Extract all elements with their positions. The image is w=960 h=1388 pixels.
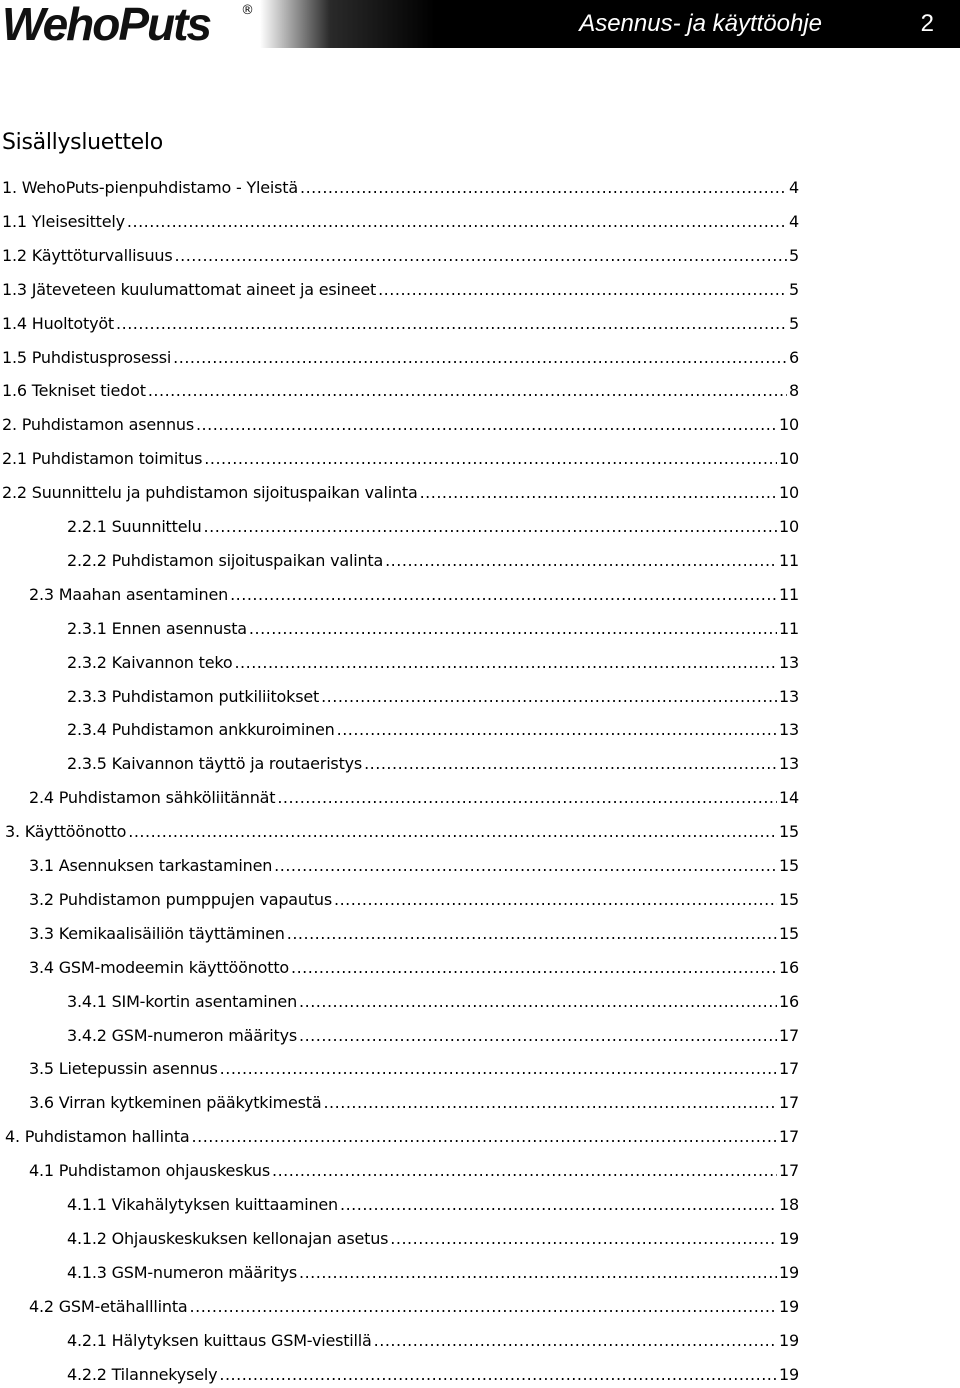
toc-entry-label: 3.4 GSM-modeemin käyttöönotto <box>29 958 289 977</box>
toc-entry <box>29 921 799 947</box>
toc-entry <box>67 751 799 777</box>
toc-entry-label: 1.5 Puhdistusprosessi <box>2 348 172 367</box>
toc-leader-dots <box>272 1158 777 1184</box>
toc-entry-label: 1.6 Tekniset tiedot <box>2 381 146 400</box>
toc-entry <box>67 1192 799 1218</box>
toc-entry-page: 10 <box>779 449 799 468</box>
toc-leader-dots <box>249 616 777 642</box>
toc-leader-dots <box>173 345 787 371</box>
registered-mark: ® <box>241 3 254 18</box>
toc-entry-label: 1.2 Käyttöturvallisuus <box>2 246 173 265</box>
toc-entry-page: 18 <box>779 1195 799 1214</box>
toc-entry-label: 4.2.2 Tilannekysely <box>67 1365 218 1384</box>
toc-entry-label: 3. Käyttöönotto <box>5 822 127 841</box>
toc-entry-label: 4.1.3 GSM-numeron määritys <box>67 1263 297 1282</box>
toc-leader-dots <box>190 1294 777 1320</box>
toc-entry <box>29 582 799 608</box>
toc-entry-page: 13 <box>779 687 799 706</box>
toc-leader-dots <box>204 446 777 472</box>
toc-entry-page: 5 <box>789 280 799 299</box>
toc-entry <box>67 1260 799 1286</box>
toc-entry-label: 4.2 GSM-etähalllinta <box>29 1297 188 1316</box>
toc-entry-label: 3.1 Asennuksen tarkastaminen <box>29 856 273 875</box>
toc-entry <box>29 1056 799 1082</box>
toc-leader-dots <box>291 955 777 981</box>
toc-entry-label: 2.2.1 Suunnittelu <box>67 517 202 536</box>
toc-entry-label: 2.3 Maahan asentaminen <box>29 585 229 604</box>
toc-entry-page: 17 <box>779 1161 799 1180</box>
toc-entry-label: 2.4 Puhdistamon sähköliitännät <box>29 788 276 807</box>
toc-entry-page: 17 <box>779 1127 799 1146</box>
toc-leader-dots <box>300 175 787 201</box>
toc-entry-page: 10 <box>779 517 799 536</box>
toc-entry-page: 16 <box>779 958 799 977</box>
toc-leader-dots <box>385 548 777 574</box>
toc-entry <box>2 446 799 472</box>
toc-entry-label: 2. Puhdistamon asennus <box>2 415 194 434</box>
toc-leader-dots <box>234 650 777 676</box>
toc-entry <box>2 209 799 235</box>
toc-entry <box>67 717 799 743</box>
toc-leader-dots <box>378 277 787 303</box>
toc-entry-page: 8 <box>789 381 799 400</box>
toc-entry <box>67 616 799 642</box>
toc-entry-label: 3.4.2 GSM-numeron määritys <box>67 1026 297 1045</box>
toc-entry-label: 3.3 Kemikaalisäiliön täyttäminen <box>29 924 285 943</box>
toc-leader-dots <box>220 1056 777 1082</box>
toc-entry-label: 4.1 Puhdistamon ohjauskeskus <box>29 1161 270 1180</box>
header-bar <box>260 0 960 48</box>
toc-entry-page: 16 <box>779 992 799 1011</box>
toc-leader-dots <box>420 480 777 506</box>
toc-leader-dots <box>116 311 787 337</box>
toc-leader-dots <box>274 853 777 879</box>
toc-entry-label: 4.1.2 Ohjauskeskuksen kellonajan asetus <box>67 1229 389 1248</box>
toc-leader-dots <box>148 378 787 404</box>
toc-entry <box>2 311 799 337</box>
toc-entry-page: 15 <box>779 822 799 841</box>
toc-entry-label: 2.3.5 Kaivannon täyttö ja routaeristys <box>67 754 363 773</box>
toc-entry <box>67 548 799 574</box>
toc-entry-page: 6 <box>789 348 799 367</box>
toc-entry-page: 5 <box>789 314 799 333</box>
toc-entry-page: 19 <box>779 1365 799 1384</box>
page-number: 2 <box>920 10 934 37</box>
toc-entry-page: 17 <box>779 1093 799 1112</box>
toc-entry-page: 4 <box>789 212 799 231</box>
toc-entry-label: 3.4.1 SIM-kortin asentaminen <box>67 992 298 1011</box>
brand-logo: WehoPuts <box>2 0 211 50</box>
toc-entry-label: 2.2.2 Puhdistamon sijoituspaikan valinta <box>67 551 384 570</box>
toc-entry-page: 4 <box>789 178 799 197</box>
toc-leader-dots <box>277 785 777 811</box>
toc-entry-page: 5 <box>789 246 799 265</box>
toc-entry-label: 3.2 Puhdistamon pumppujen vapautus <box>29 890 332 909</box>
toc-entry-label: 4.2.1 Hälytyksen kuittaus GSM-viestillä <box>67 1331 372 1350</box>
toc-entry <box>67 1226 799 1252</box>
toc-entry-page: 17 <box>779 1026 799 1045</box>
toc-entry <box>29 1294 799 1320</box>
toc-leader-dots <box>219 1362 777 1388</box>
toc-entry <box>29 1158 799 1184</box>
toc-entry-page: 15 <box>779 924 799 943</box>
toc-leader-dots <box>175 243 788 269</box>
toc-entry-label: 3.5 Lietepussin asennus <box>29 1059 218 1078</box>
toc-entry-label: 2.3.4 Puhdistamon ankkuroiminen <box>67 720 335 739</box>
toc-entry-page: 11 <box>779 619 799 638</box>
toc-leader-dots <box>127 209 787 235</box>
document-title: Asennus- ja käyttöohje <box>579 10 822 37</box>
toc-entry-page: 19 <box>779 1331 799 1350</box>
toc-entry <box>67 684 799 710</box>
page-header <box>0 0 960 48</box>
toc-entry-page: 10 <box>779 415 799 434</box>
toc-entry-page: 15 <box>779 856 799 875</box>
toc-entry-label: 2.3.1 Ennen asennusta <box>67 619 247 638</box>
toc-entry <box>2 412 799 438</box>
toc-entry-label: 3.6 Virran kytkeminen pääkytkimestä <box>29 1093 322 1112</box>
toc-entry <box>5 819 799 845</box>
toc-leader-dots <box>323 1090 777 1116</box>
toc-entry-page: 13 <box>779 720 799 739</box>
toc-entry-page: 19 <box>779 1263 799 1282</box>
toc-leader-dots <box>299 989 777 1015</box>
toc-leader-dots <box>299 1260 777 1286</box>
toc-entry-page: 11 <box>779 585 799 604</box>
toc-entry-label: 4.1.1 Vikahälytyksen kuittaaminen <box>67 1195 338 1214</box>
toc-entry <box>2 277 799 303</box>
toc-entry <box>2 345 799 371</box>
toc-entry <box>29 853 799 879</box>
toc-leader-dots <box>340 1192 777 1218</box>
toc-entry <box>29 955 799 981</box>
toc-entry-page: 11 <box>779 551 799 570</box>
toc-leader-dots <box>204 514 777 540</box>
toc-leader-dots <box>128 819 777 845</box>
toc-entry <box>2 175 799 201</box>
toc-entry <box>67 989 799 1015</box>
toc-leader-dots <box>287 921 777 947</box>
toc-entry-label: 2.3.2 Kaivannon teko <box>67 653 233 672</box>
toc-entry <box>29 785 799 811</box>
toc-leader-dots <box>299 1023 777 1049</box>
toc-leader-dots <box>337 717 777 743</box>
toc-entry <box>29 1090 799 1116</box>
toc-leader-dots <box>321 684 777 710</box>
toc-entry <box>67 1362 799 1388</box>
toc-leader-dots <box>334 887 777 913</box>
toc-entry-page: 13 <box>779 653 799 672</box>
toc-leader-dots <box>230 582 777 608</box>
toc-leader-dots <box>364 751 777 777</box>
toc-leader-dots <box>192 1124 778 1150</box>
toc-entry-label: 1.1 Yleisesittely <box>2 212 125 231</box>
toc-entry-label: 2.1 Puhdistamon toimitus <box>2 449 203 468</box>
toc-entry-label: 4. Puhdistamon hallinta <box>5 1127 190 1146</box>
toc-entry-page: 19 <box>779 1229 799 1248</box>
toc-entry <box>5 1124 799 1150</box>
toc-entry-page: 19 <box>779 1297 799 1316</box>
toc-entry-page: 17 <box>779 1059 799 1078</box>
toc-entry <box>29 887 799 913</box>
toc-entry-label: 2.3.3 Puhdistamon putkiliitokset <box>67 687 320 706</box>
toc-entry-page: 13 <box>779 754 799 773</box>
toc-entry-page: 10 <box>779 483 799 502</box>
toc-entry <box>67 514 799 540</box>
toc-entry-label: 1.3 Jäteveteen kuulumattomat aineet ja esineet <box>2 280 377 299</box>
toc-entry <box>67 1328 799 1354</box>
toc-entry-label: 2.2 Suunnittelu ja puhdistamon sijoituspaikan valinta <box>2 483 418 502</box>
toc-entry-page: 14 <box>779 788 799 807</box>
toc-leader-dots <box>196 412 777 438</box>
toc-heading: Sisällysluettelo <box>2 130 163 155</box>
toc-entry <box>67 1023 799 1049</box>
toc-entry <box>2 378 799 404</box>
toc-entry-label: 1.4 Huoltotyöt <box>2 314 115 333</box>
toc-entry-label: 1. WehoPuts-pienpuhdistamo - Yleistä <box>2 178 298 197</box>
toc-entry <box>67 650 799 676</box>
toc-leader-dots <box>374 1328 777 1354</box>
toc-entry <box>2 243 799 269</box>
toc-leader-dots <box>390 1226 777 1252</box>
toc-entry-page: 15 <box>779 890 799 909</box>
toc-entry <box>2 480 799 506</box>
